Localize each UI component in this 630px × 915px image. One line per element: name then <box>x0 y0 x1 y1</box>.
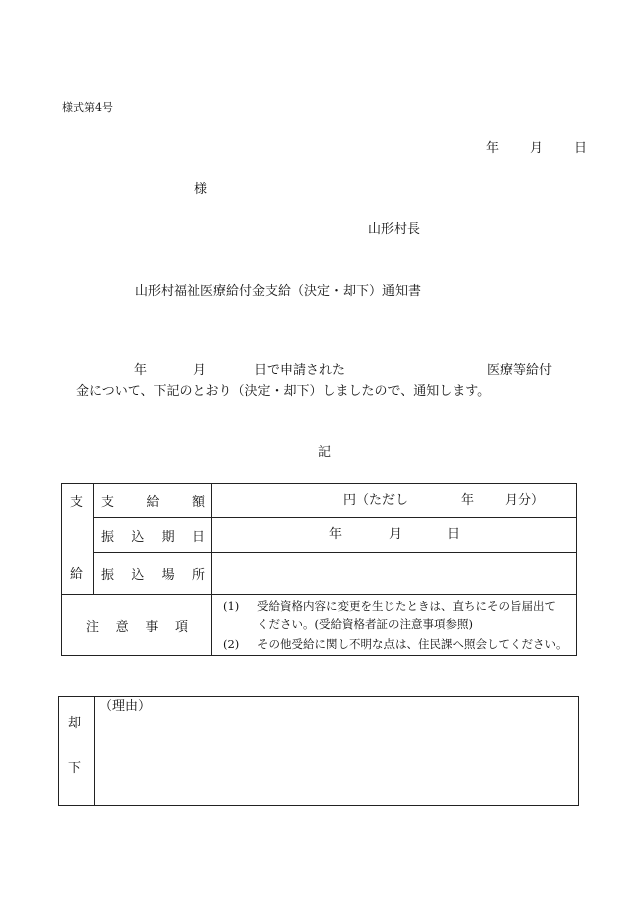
label-char: 場 <box>161 568 175 583</box>
date-year: 年 <box>486 141 500 156</box>
ki-label: 記 <box>318 445 332 460</box>
transfer-year: 年 <box>329 527 343 542</box>
note-1-num: (1) <box>223 599 240 613</box>
label-char: 所 <box>191 568 205 583</box>
note-1-line1: 受給資格内容に変更を生じたときは、直ちにその旨届出て <box>257 599 556 613</box>
amount-year: 年 <box>461 493 475 508</box>
note-2-num: (2) <box>223 637 240 651</box>
rejection-reason-label: （理由） <box>99 699 152 714</box>
label-char: 期 <box>161 529 175 545</box>
label-char: 込 <box>131 529 145 545</box>
label-char: 意 <box>115 620 129 635</box>
addressee-suffix: 様 <box>194 182 208 197</box>
date-month: 月 <box>530 141 544 156</box>
row-label-transfer-date <box>101 518 205 552</box>
amount-month: 月分） <box>505 493 545 508</box>
label-char: 項 <box>174 620 188 635</box>
transfer-month: 月 <box>389 527 403 542</box>
group-label-char: 給 <box>70 567 84 582</box>
body-month: 月 <box>193 363 207 378</box>
label-char: 注 <box>86 620 100 635</box>
rejection-label-char: 下 <box>68 761 82 776</box>
document-title: 山形村福祉医療給付金支給（決定・却下）通知書 <box>135 284 422 299</box>
body-day-applied: 日で申請された <box>254 363 346 378</box>
label-char: 振 <box>101 529 115 545</box>
label-char: 日 <box>191 529 205 545</box>
label-char: 支 <box>101 494 115 510</box>
body-line2: 金について、下記のとおり（決定・却下）しましたので、通知します。 <box>76 384 491 399</box>
label-char: 給 <box>146 494 160 510</box>
issuer: 山形村長 <box>368 222 421 237</box>
label-char: 込 <box>131 568 145 583</box>
date-day: 日 <box>574 141 588 156</box>
label-char: 振 <box>101 568 115 583</box>
form-number: 様式第4号 <box>62 101 113 114</box>
label-char: 額 <box>191 494 205 510</box>
row-label-transfer-place <box>101 553 205 594</box>
body-benefit: 医療等給付 <box>487 363 553 378</box>
rejection-label-char: 却 <box>68 716 82 731</box>
group-label-char: 支 <box>70 495 84 510</box>
notes-label <box>86 595 188 656</box>
note-2-line1: その他受給に関し不明な点は、住民課へ照会してください。 <box>257 637 568 651</box>
transfer-day: 日 <box>447 527 461 542</box>
label-char: 事 <box>145 620 159 635</box>
body-year: 年 <box>134 363 148 378</box>
note-1-line2: ください。(受給資格者証の注意事項参照) <box>257 617 473 631</box>
amount-yen: 円（ただし <box>343 493 409 508</box>
row-label-amount <box>101 483 205 517</box>
